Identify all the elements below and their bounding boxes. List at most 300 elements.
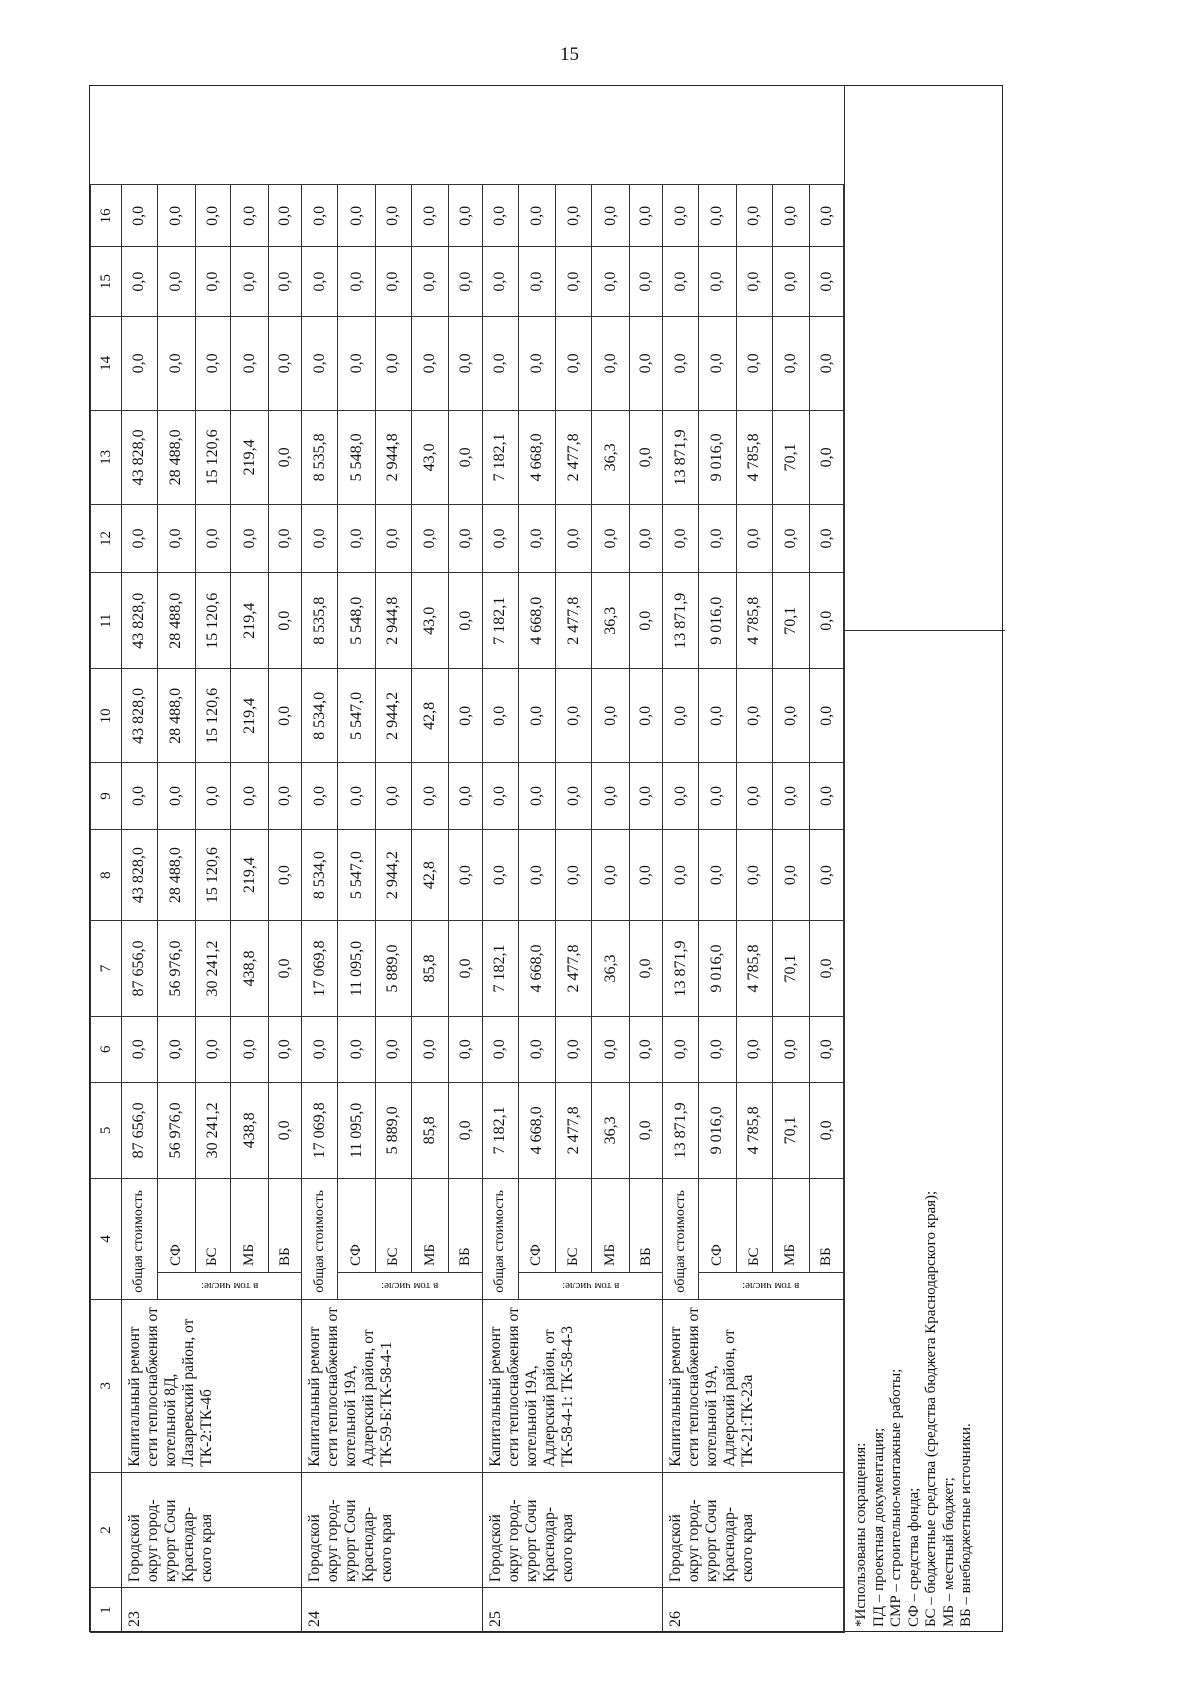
value-cell: 0,0 [231,316,269,410]
notes-text [853,1191,976,1627]
value-cell: 0,0 [556,247,592,316]
column-header-13: 13 [91,410,122,504]
value-cell: 0,0 [269,410,302,504]
value-cell: 0,0 [629,669,662,763]
value-cell: 36,3 [592,921,630,1016]
cost-type-label: общая стоимость [663,1178,699,1299]
value-cell: 0,0 [269,185,302,247]
value-cell: 0,0 [231,763,269,829]
value-cell: 0,0 [195,247,231,316]
value-cell: 9 016,0 [699,573,737,669]
value-cell: 0,0 [699,247,737,316]
value-cell: 0,0 [518,247,556,316]
value-cell: 0,0 [195,1016,231,1082]
value-cell: 219,4 [231,669,269,763]
value-cell: 2 477,8 [556,410,592,504]
value-cell: 0,0 [269,669,302,763]
source-label: БС [375,1178,411,1272]
note-line: СМР – строительно-монтажные работы; [888,1368,904,1627]
value-cell: 0,0 [556,829,592,921]
value-cell: 0,0 [592,829,630,921]
value-cell: 56 976,0 [157,921,195,1016]
value-cell: 70,1 [772,1082,810,1178]
value-cell: 4 668,0 [518,921,556,1016]
rotated-content [90,86,1004,1633]
value-cell: 0,0 [231,185,269,247]
value-cell: 0,0 [302,763,338,829]
column-header-14: 14 [91,316,122,410]
value-cell: 0,0 [157,504,195,572]
municipality-name: Городской округ город-курорт Сочи Краснодар-ского края [663,1472,844,1587]
source-label: СФ [338,1178,376,1272]
abbreviations-notes [844,86,1004,1633]
column-header-4: 4 [91,1178,122,1299]
value-cell: 43 828,0 [122,573,158,669]
value-cell: 0,0 [338,504,376,572]
value-cell: 0,0 [482,669,518,763]
value-cell: 87 656,0 [122,1082,158,1178]
value-cell: 11 095,0 [338,921,376,1016]
value-cell: 15 120,6 [195,669,231,763]
value-cell: 0,0 [269,573,302,669]
value-cell: 0,0 [663,185,699,247]
source-label: БС [736,1178,772,1272]
value-cell: 0,0 [592,247,630,316]
value-cell: 0,0 [629,1082,662,1178]
column-header-15: 15 [91,247,122,316]
value-cell: 4 785,8 [736,410,772,504]
value-cell: 0,0 [629,247,662,316]
value-cell: 0,0 [449,410,482,504]
value-cell: 0,0 [157,316,195,410]
note-line: МБ – местный бюджет; [940,1477,957,1627]
value-cell: 13 871,9 [663,1082,699,1178]
financing-table [90,86,844,1633]
value-cell: 70,1 [772,573,810,669]
value-cell: 0,0 [629,921,662,1016]
value-cell: 0,0 [302,185,338,247]
value-cell: 0,0 [736,763,772,829]
row-number: 25 [482,1588,662,1633]
cost-type-label: общая стоимость [482,1178,518,1299]
value-cell: 0,0 [302,1016,338,1082]
value-cell: 0,0 [736,829,772,921]
source-label: СФ [699,1178,737,1272]
value-cell: 0,0 [663,316,699,410]
value-cell: 0,0 [411,1016,449,1082]
value-cell: 0,0 [269,1082,302,1178]
value-cell: 4 785,8 [736,573,772,669]
value-cell: 0,0 [302,316,338,410]
value-cell: 36,3 [592,410,630,504]
value-cell: 87 656,0 [122,921,158,1016]
value-cell: 0,0 [231,1016,269,1082]
value-cell: 0,0 [772,829,810,921]
including-label-cell [338,1272,483,1299]
column-header-10: 10 [91,669,122,763]
value-cell: 0,0 [449,763,482,829]
value-cell: 0,0 [736,316,772,410]
value-cell: 56 976,0 [157,1082,195,1178]
value-cell: 0,0 [375,1016,411,1082]
value-cell: 42,8 [411,669,449,763]
value-cell: 2 944,8 [375,573,411,669]
value-cell: 0,0 [157,1016,195,1082]
value-cell: 0,0 [663,247,699,316]
value-cell: 28 488,0 [157,410,195,504]
value-cell: 0,0 [122,763,158,829]
value-cell: 0,0 [338,763,376,829]
value-cell: 0,0 [338,247,376,316]
value-cell: 0,0 [122,185,158,247]
value-cell: 0,0 [231,504,269,572]
value-cell: 0,0 [122,1016,158,1082]
value-cell: 0,0 [482,763,518,829]
table-row [302,87,338,1633]
value-cell: 0,0 [663,1016,699,1082]
note-line: СФ – средства фонда; [905,1487,922,1627]
value-cell: 4 668,0 [518,1082,556,1178]
column-header-1: 1 [91,1588,122,1633]
including-label: в том числе: [561,1279,620,1292]
column-header-16: 16 [91,185,122,247]
value-cell: 0,0 [810,573,844,669]
value-cell: 28 488,0 [157,829,195,921]
value-cell: 4 668,0 [518,410,556,504]
municipality-name: Городской округ город-курорт Сочи Краснодар-ского края [482,1472,662,1587]
value-cell: 0,0 [157,763,195,829]
value-cell: 0,0 [663,763,699,829]
value-cell: 0,0 [269,1016,302,1082]
column-header-7: 7 [91,921,122,1016]
value-cell: 0,0 [629,185,662,247]
value-cell: 0,0 [449,921,482,1016]
value-cell: 0,0 [411,185,449,247]
value-cell: 0,0 [302,504,338,572]
value-cell: 0,0 [482,247,518,316]
including-label: в том числе: [200,1279,259,1292]
value-cell: 0,0 [810,504,844,572]
value-cell: 13 871,9 [663,410,699,504]
value-cell: 15 120,6 [195,573,231,669]
value-cell: 0,0 [195,504,231,572]
value-cell: 0,0 [449,669,482,763]
value-cell: 0,0 [556,1016,592,1082]
value-cell: 8 535,8 [302,573,338,669]
note-line: БС – бюджетные средства (средства бюджета Краснодарского края); [923,1190,939,1627]
value-cell: 0,0 [338,316,376,410]
value-cell: 28 488,0 [157,669,195,763]
value-cell: 0,0 [592,1016,630,1082]
value-cell: 0,0 [772,763,810,829]
value-cell: 0,0 [699,829,737,921]
value-cell: 2 477,8 [556,1082,592,1178]
value-cell: 0,0 [592,504,630,572]
object-description: Капитальный ремонт сети теплоснабжения от котельной 8Д, Лазаревский район, от ТК-2:ТК-4б [122,1299,302,1472]
value-cell: 0,0 [302,247,338,316]
object-description: Капитальный ремонт сети теплоснабжения от котельной 19А, Адлерский район, от ТК-58-4-1: ТК-58-4-3 [482,1299,662,1472]
value-cell: 0,0 [518,185,556,247]
value-cell: 0,0 [518,669,556,763]
notes-divider [845,630,1005,631]
value-cell: 0,0 [772,669,810,763]
including-label: в том числе: [381,1279,439,1292]
including-label: в том числе: [742,1279,800,1292]
value-cell: 0,0 [556,504,592,572]
value-cell: 0,0 [810,921,844,1016]
value-cell: 30 241,2 [195,921,231,1016]
object-description: Капитальный ремонт сети теплоснабжения от котельной 19А, Адлерский район, от ТК-59-Б:ТК-58-4-1 [302,1299,482,1472]
value-cell: 36,3 [592,1082,630,1178]
value-cell: 0,0 [518,1016,556,1082]
value-cell: 0,0 [375,763,411,829]
value-cell: 0,0 [449,1016,482,1082]
value-cell: 0,0 [810,316,844,410]
value-cell: 5 548,0 [338,573,376,669]
table-row [122,87,158,1633]
value-cell: 438,8 [231,1082,269,1178]
value-cell: 0,0 [629,316,662,410]
value-cell: 5 547,0 [338,829,376,921]
source-label: МБ [772,1178,810,1272]
value-cell: 4 668,0 [518,573,556,669]
value-cell: 0,0 [375,185,411,247]
value-cell: 0,0 [699,1016,737,1082]
value-cell: 0,0 [449,829,482,921]
value-cell: 0,0 [629,573,662,669]
note-line: *Использованы сокращения: [853,1442,869,1627]
value-cell: 0,0 [449,316,482,410]
value-cell: 0,0 [810,247,844,316]
value-cell: 30 241,2 [195,1082,231,1178]
value-cell: 0,0 [556,316,592,410]
value-cell: 0,0 [629,1016,662,1082]
value-cell: 0,0 [810,1082,844,1178]
value-cell: 0,0 [269,247,302,316]
source-label: ВБ [269,1178,302,1272]
value-cell: 7 182,1 [482,921,518,1016]
value-cell: 0,0 [556,185,592,247]
value-cell: 0,0 [122,504,158,572]
value-cell: 0,0 [556,669,592,763]
value-cell: 0,0 [663,504,699,572]
value-cell: 11 095,0 [338,1082,376,1178]
object-description: Капитальный ремонт сети теплоснабжения от котельной 19А, Адлерский район, от ТК-21:ТК-23а [663,1299,844,1472]
value-cell: 2 944,2 [375,829,411,921]
value-cell: 0,0 [699,669,737,763]
value-cell: 0,0 [269,763,302,829]
value-cell: 0,0 [592,316,630,410]
value-cell: 0,0 [772,316,810,410]
source-label: МБ [411,1178,449,1272]
value-cell: 8 535,8 [302,410,338,504]
cost-type-label: общая стоимость [302,1178,338,1299]
value-cell: 0,0 [736,247,772,316]
value-cell: 9 016,0 [699,410,737,504]
value-cell: 43 828,0 [122,410,158,504]
note-line: ВБ – внебюджетные источники. [958,1423,974,1627]
including-label-cell [518,1272,663,1299]
value-cell: 0,0 [592,669,630,763]
value-cell: 0,0 [772,1016,810,1082]
value-cell: 13 871,9 [663,921,699,1016]
value-cell: 0,0 [411,504,449,572]
column-number-row [91,87,122,1633]
value-cell: 0,0 [195,185,231,247]
value-cell: 8 534,0 [302,669,338,763]
value-cell: 0,0 [482,316,518,410]
value-cell: 36,3 [592,573,630,669]
value-cell: 0,0 [736,669,772,763]
value-cell: 9 016,0 [699,1082,737,1178]
value-cell: 0,0 [810,185,844,247]
municipality-name: Городской округ город-курорт Сочи Краснодар-ского края [302,1472,482,1587]
value-cell: 0,0 [482,829,518,921]
rotated-table-frame [89,85,1003,1632]
source-label: СФ [157,1178,195,1272]
including-label-cell [699,1272,844,1299]
value-cell: 5 889,0 [375,921,411,1016]
value-cell: 2 477,8 [556,573,592,669]
value-cell: 70,1 [772,921,810,1016]
value-cell: 7 182,1 [482,1082,518,1178]
source-label: ВБ [810,1178,844,1272]
column-header-6: 6 [91,1016,122,1082]
value-cell: 0,0 [592,763,630,829]
value-cell: 0,0 [122,316,158,410]
source-label: ВБ [629,1178,662,1272]
value-cell: 0,0 [518,829,556,921]
value-cell: 0,0 [338,185,376,247]
value-cell: 0,0 [482,1016,518,1082]
value-cell: 0,0 [482,185,518,247]
value-cell: 0,0 [518,504,556,572]
value-cell: 219,4 [231,410,269,504]
column-header-2: 2 [91,1472,122,1587]
value-cell: 85,8 [411,921,449,1016]
value-cell: 0,0 [449,1082,482,1178]
value-cell: 0,0 [122,247,158,316]
row-number: 24 [302,1588,482,1633]
page-number: 15 [560,44,579,65]
value-cell: 0,0 [157,247,195,316]
cost-type-label: общая стоимость [122,1178,158,1299]
column-header-11: 11 [91,573,122,669]
value-cell: 0,0 [269,316,302,410]
source-label: БС [556,1178,592,1272]
municipality-name: Городской округ город-курорт Сочи Краснодар-ского края [122,1472,302,1587]
value-cell: 0,0 [482,504,518,572]
value-cell: 0,0 [269,829,302,921]
value-cell: 0,0 [699,504,737,572]
table-row [663,87,699,1633]
value-cell: 0,0 [810,763,844,829]
value-cell: 43 828,0 [122,669,158,763]
value-cell: 0,0 [810,410,844,504]
value-cell: 0,0 [231,247,269,316]
value-cell: 0,0 [663,669,699,763]
value-cell: 0,0 [810,1016,844,1082]
column-header-12: 12 [91,504,122,572]
source-label: МБ [231,1178,269,1272]
value-cell: 0,0 [375,504,411,572]
value-cell: 0,0 [629,410,662,504]
column-header-9: 9 [91,763,122,829]
value-cell: 5 548,0 [338,410,376,504]
value-cell: 0,0 [338,1016,376,1082]
value-cell: 43,0 [411,573,449,669]
value-cell: 43 828,0 [122,829,158,921]
value-cell: 17 069,8 [302,921,338,1016]
value-cell: 219,4 [231,573,269,669]
value-cell: 0,0 [449,573,482,669]
value-cell: 17 069,8 [302,1082,338,1178]
value-cell: 0,0 [449,504,482,572]
value-cell: 0,0 [411,763,449,829]
value-cell: 8 534,0 [302,829,338,921]
value-cell: 0,0 [411,316,449,410]
value-cell: 0,0 [375,316,411,410]
value-cell: 219,4 [231,829,269,921]
source-label: МБ [592,1178,630,1272]
value-cell: 0,0 [772,504,810,572]
value-cell: 2 944,2 [375,669,411,763]
value-cell: 43,0 [411,410,449,504]
value-cell: 7 182,1 [482,573,518,669]
value-cell: 2 477,8 [556,921,592,1016]
value-cell: 0,0 [736,504,772,572]
table-row [482,87,518,1633]
value-cell: 2 944,8 [375,410,411,504]
source-label: БС [195,1178,231,1272]
note-line: ПД – проектная документация; [870,1427,887,1627]
value-cell: 7 182,1 [482,410,518,504]
value-cell: 70,1 [772,410,810,504]
column-header-8: 8 [91,829,122,921]
value-cell: 0,0 [375,247,411,316]
value-cell: 28 488,0 [157,573,195,669]
table-body [122,87,844,1633]
value-cell: 4 785,8 [736,1082,772,1178]
value-cell: 0,0 [449,185,482,247]
value-cell: 0,0 [195,316,231,410]
value-cell: 13 871,9 [663,573,699,669]
value-cell: 0,0 [269,504,302,572]
column-header-3: 3 [91,1299,122,1472]
value-cell: 5 547,0 [338,669,376,763]
value-cell: 0,0 [736,1016,772,1082]
value-cell: 0,0 [736,185,772,247]
value-cell: 0,0 [411,247,449,316]
value-cell: 0,0 [629,763,662,829]
column-header-5: 5 [91,1082,122,1178]
value-cell: 0,0 [699,316,737,410]
value-cell: 85,8 [411,1082,449,1178]
value-cell: 0,0 [629,504,662,572]
value-cell: 15 120,6 [195,410,231,504]
source-label: СФ [518,1178,556,1272]
value-cell: 0,0 [449,247,482,316]
value-cell: 0,0 [810,669,844,763]
row-number: 23 [122,1588,302,1633]
source-label: ВБ [449,1178,482,1272]
value-cell: 0,0 [518,316,556,410]
value-cell: 0,0 [556,763,592,829]
value-cell: 0,0 [629,829,662,921]
value-cell: 42,8 [411,829,449,921]
value-cell: 9 016,0 [699,921,737,1016]
value-cell: 0,0 [772,247,810,316]
